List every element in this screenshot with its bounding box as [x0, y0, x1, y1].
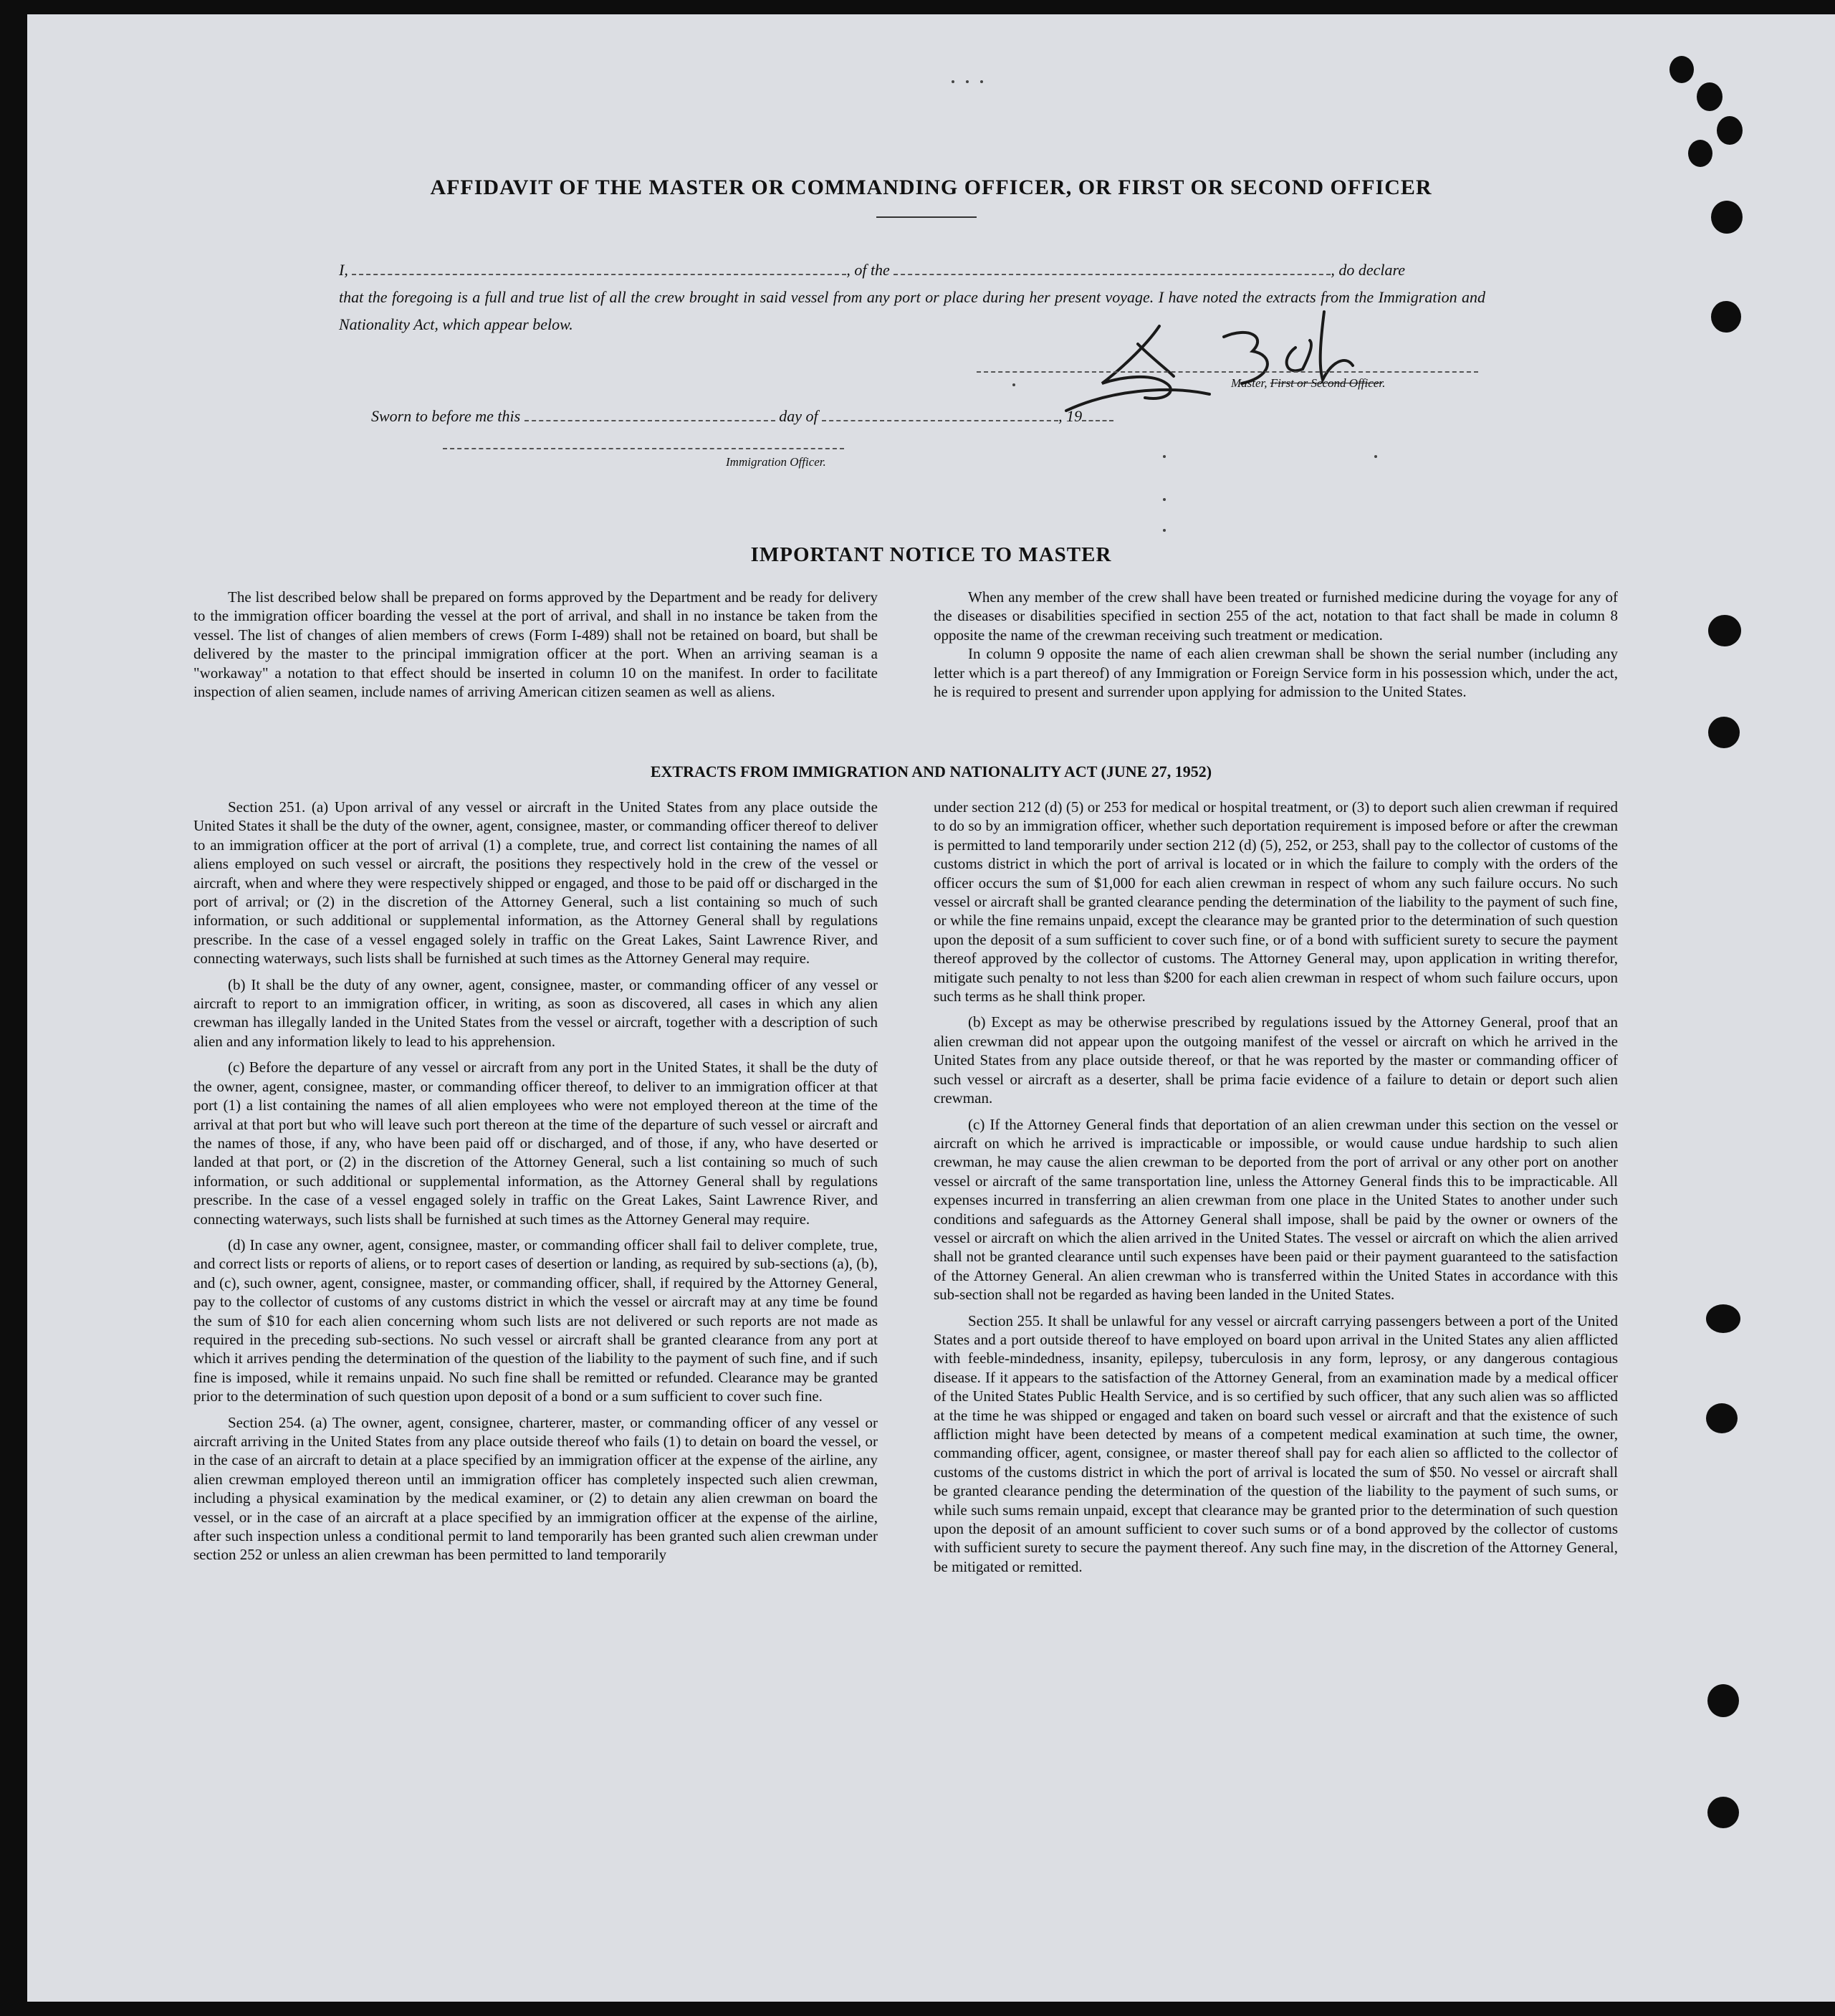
declaration-i: I, — [339, 261, 348, 279]
extracts-title: EXTRACTS FROM IMMIGRATION AND NATIONALITY ACT (JUNE 27, 1952) — [650, 763, 1212, 780]
binder-hole — [1707, 1797, 1739, 1828]
notice-paragraph: In column 9 opposite the name of each alien crewman shall be shown the serial number (including any letter which is a part thereof) of any Immigration or Foreign Service form in his possession which, under the act, he is required to present and surrender upon applying for admission to the United States. — [934, 645, 1618, 701]
sworn-day-blank — [524, 403, 775, 421]
declaration-line — [339, 257, 1485, 284]
extracts-left-column — [193, 798, 878, 1564]
binder-hole — [1717, 116, 1743, 145]
master-caption — [1231, 376, 1385, 391]
binder-hole — [1711, 301, 1741, 333]
affidavit-title: AFFIDAVIT OF THE MASTER OR COMMANDING OFFICER, OR FIRST OR SECOND OFFICER — [430, 176, 1432, 199]
section-254-a-continued: under section 212 (d) (5) or 253 for medical or hospital treatment, or (3) to deport such alien crewman if required to do so by an immigration officer, whether such deportation requirement is imposed before or after the crewman is permitted to land temporarily under section 212 (d) (5), 252, or 253, shall pay to the collector of customs of the customs district in which the port of arrival is located or in which the failure to comply with the orders of the officer occurs the sum of $1,000 for each alien crewman in respect of whom any such failure occurs. No such vessel or aircraft shall be granted clearance pending the determination of the liability to the payment of such fine, or while the fine remains unpaid, except the clearance may be granted prior to the determination of such question upon the deposit of a sum sufficient to cover such fine, or of a bond with sufficient surety to secure the payment thereof approved by the collector of customs. The Attorney General may, upon application in writing therefor, mitigate such penalty to not less than $200 for each alien crewman in respect of whom such failure occurs, upon such terms as he shall think proper. — [934, 798, 1618, 1005]
declarant-name-blank — [352, 257, 846, 275]
binder-hole — [1669, 56, 1694, 83]
master-signature — [1059, 305, 1417, 412]
sworn-line — [371, 403, 1113, 426]
struck-officer-text: First or Second Officer — [1270, 376, 1383, 390]
sworn-month-blank — [822, 403, 1058, 421]
immigration-officer-caption: Immigration Officer. — [726, 455, 826, 469]
section-255: Section 255. It shall be unlawful for any vessel or aircraft carrying passengers between a port of the United States and a port outside thereof to have employed on board upon arrival in the United States any alien afflicted with feeble-mindedness, insanity, epilepsy, tuberculosis in any form, leprosy, or any dangerous contagious disease. If it appears to the satisfaction of the Attorney General, from an examination made by a medical officer of the United States Public Health Service, and is so certified by such officer, that any such alien was so afflicted at the time he was shipped or engaged and taken on board such vessel or aircraft and that the existence of such affliction might have been detected by means of a competent medical examination at such time, the owner, commanding officer, agent, consignee, or master thereof shall pay for each alien so afflicted to the collector of customs of the customs district in which the port of arrival is located the sum of $50. No vessel or aircraft shall be granted clearance pending the determination of the question of the liability to the payment of such sums, or while such sums remain unpaid, except that clearance may be granted prior to the determination of such question upon the deposit of an amount sufficient to cover such sums or of a bond approved by the collector of customs with sufficient surety to secure the payment thereof. Any such fine may, in the discretion of the Attorney General, be mitigated or remitted. — [934, 1312, 1618, 1575]
immigration-officer-signature-line — [443, 448, 844, 449]
document-page — [27, 14, 1835, 2002]
sworn-year: , 19 — [1058, 407, 1083, 425]
master-signature-line — [977, 371, 1478, 373]
notice-left-column — [193, 588, 878, 701]
title-rule — [876, 216, 977, 218]
binder-hole — [1711, 201, 1743, 234]
speck — [1163, 455, 1166, 458]
declaration-of-the: , of the — [846, 261, 890, 279]
extracts-right-column — [934, 798, 1618, 1576]
binder-hole — [1707, 1684, 1739, 1717]
vessel-name-blank — [893, 257, 1331, 275]
section-251-c: (c) Before the departure of any vessel or aircraft from any port in the United States, it shall be the duty of the owner, agent, consignee, master, or commanding officer thereof, to deliver to an immigration officer at that port (1) a list containing the names of all alien employees who were not employed thereon at the time of the arrival at that port but who will leave such port thereon at the time of the departure of such vessel or aircraft and the names of those, if any, who have been paid off or discharged, and of those, if any, who have deserted or landed at that port, or (2) in the discretion of the Attorney General, such a list containing so much of such information, or such additional or supplemental information, as the Attorney General shall by regulations prescribe. In the case of a vessel engaged solely in traffic on the Great Lakes, Saint Lawrence River, and connecting waterways, such lists shall be furnished at such times as the Attorney General may require. — [193, 1059, 878, 1228]
sworn-day-of: day of — [779, 407, 818, 425]
binder-hole — [1706, 1403, 1738, 1433]
speck — [966, 80, 969, 83]
binder-hole — [1708, 615, 1741, 646]
notice-title: IMPORTANT NOTICE TO MASTER — [750, 543, 1112, 566]
binder-hole — [1706, 1304, 1740, 1333]
sworn-year-blank — [1082, 403, 1113, 421]
speck — [1012, 383, 1015, 386]
section-251-d: (d) In case any owner, agent, consignee, master, or commanding officer shall fail to deliver complete, true, and correct lists or reports of aliens, or to report cases of desertion or landing, as required by sub-sections (a), (b), and (c), such owner, agent, consignee, master, or commanding officer, shall, if required by the Attorney General, pay to the collector of customs of any customs district in which the vessel or aircraft may at any time be found the sum of $10 for each alien concerning whom such lists are not delivered or such reports are not made as required in the preceding sub-sections. No such vessel or aircraft shall be granted clearance from any port at which it arrives pending the determination of the question of the liability to the payment of such fine, and if such fine is imposed, while it remains unpaid. No such fine shall be remitted or refunded. Clearance may be granted prior to the determination of such question upon deposit of a bond or a sum sufficient to cover such fine. — [193, 1236, 878, 1405]
notice-paragraph: The list described below shall be prepared on forms approved by the Department and be ready for delivery to the immigration officer boarding the vessel at the port of arrival, and shall in no instance be taken from the vessel. The list of changes of alien members of crews (Form I-489) shall not be retained on board, but shall be delivered by the master to the principal immigration officer at the port. When an arriving seaman is a "workaway" a notation to that effect should be inserted in column 10 on the manifest. In order to facilitate inspection of alien seamen, include names of arriving American citizen seamen as well as aliens. — [193, 588, 878, 701]
declaration-do-declare: , do declare — [1331, 261, 1405, 279]
section-251-b: (b) It shall be the duty of any owner, agent, consignee, master, or commanding officer of any vessel or aircraft to report to an immigration officer, in writing, as soon as discovered, all cases in which any alien crewman has illegally landed in the United States from the vessel or aircraft, together with a description of such alien and any information likely to lead to his apprehension. — [193, 975, 878, 1050]
section-251-a: Section 251. (a) Upon arrival of any vessel or aircraft in the United States from any place outside the United States it shall be the duty of the owner, agent, consignee, master, or commanding officer thereof to deliver to an immigration officer at the port of arrival (1) a complete, true, and correct list containing the names of all aliens employed on such vessel or aircraft, the positions they respectively hold in the crew of the vessel or aircraft, when and where they were respectively shipped or engaged, and those to be paid off or discharged in the port of arrival; or (2) in the discretion of the Attorney General, such a list containing so much of such information, or such additional or supplemental information, as the Attorney General shall by regulations prescribe. In the case of a vessel engaged solely in traffic on the Great Lakes, Saint Lawrence River, and connecting waterways, such lists shall be furnished at such times as the Attorney General may require. — [193, 798, 878, 968]
speck — [952, 80, 954, 83]
declaration-body: that the foregoing is a full and true list of all the crew brought in said vessel from any port or place during her present voyage. I have noted the extracts from the Immigration and Nationality Act, which appear below. — [339, 288, 1485, 333]
binder-hole — [1697, 82, 1723, 111]
binder-hole — [1688, 140, 1712, 167]
speck — [1163, 498, 1166, 501]
section-254-b: (b) Except as may be otherwise prescribed by regulations issued by the Attorney General, proof that an alien crewman did not appear upon the outgoing manifest of the vessel or aircraft on which he arrived in the United States from any place outside thereof, or that he was reported by the master or commanding officer of such vessel or aircraft as a deserter, shall be prima facie evidence of a failure to detain or deport such alien crewman. — [934, 1013, 1618, 1107]
speck — [1374, 455, 1377, 458]
speck — [980, 80, 983, 83]
notice-right-column — [934, 588, 1618, 701]
section-254-a: Section 254. (a) The owner, agent, consignee, charterer, master, or commanding officer of any vessel or aircraft arriving in the United States from any place outside thereof who fails (1) to detain on board the vessel, or in the case of an aircraft to detain at a place specified by an immigration officer at the expense of the airline, any alien crewman employed thereon until an immigration officer has completely inspected such alien crewman, including a physical examination by the medical examiner, or (2) to detain any alien crewman on board the vessel, or in the case of an aircraft at a place specified by an immigration officer at the expense of the airline, after such inspection unless a conditional permit to land temporarily has been granted such alien crewman under section 252 or unless an alien crewman has been permitted to land temporarily — [193, 1413, 878, 1564]
binder-hole — [1708, 717, 1740, 748]
speck — [1163, 529, 1166, 532]
master-caption-prefix: Master, — [1231, 376, 1270, 390]
sworn-label: Sworn to before me this — [371, 407, 521, 425]
master-caption-suffix: . — [1382, 376, 1386, 390]
notice-paragraph: When any member of the crew shall have been treated or furnished medicine during the voyage for any of the diseases or disabilities specified in section 255 of the act, notation to that fact shall be made in column 8 opposite the name of the crewman receiving such treatment or medication. — [934, 588, 1618, 644]
section-254-c: (c) If the Attorney General finds that deportation of an alien crewman under this section on the vessel or aircraft on which he arrived is impracticable or impossible, or would cause undue hardship to such alien crewman, he may cause the alien crewman to be deported from the port of arrival or any other port on another vessel or aircraft of the same transportation line, unless the Attorney General finds this to be impracticable. All expenses incurred in transferring an alien crewman from one place in the United States to another under such conditions and safeguards as the Attorney General shall impose, shall be paid by the owner or owners of the vessel or aircraft on which the alien arrived in the United States. The vessel or aircraft on which the alien arrived shall not be granted clearance until such expenses have been paid or their payment guaranteed to the satisfaction of the Attorney General. An alien crewman who is transferred within the United States in accordance with this sub-section shall not be regarded as having been landed in the United States. — [934, 1115, 1618, 1304]
